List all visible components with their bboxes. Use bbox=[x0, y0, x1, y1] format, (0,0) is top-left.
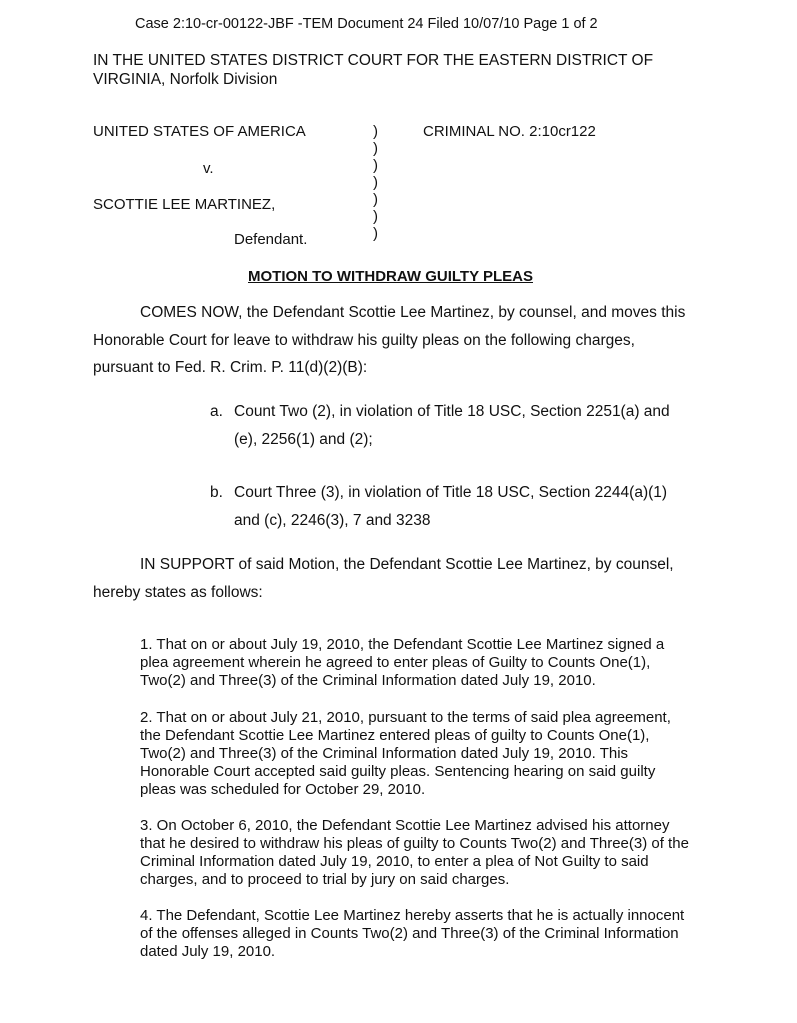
caption-paren: ) bbox=[373, 225, 378, 242]
charge-b-line1: Court Three (3), in violation of Title 18 USC, Section 2244(a)(1) bbox=[234, 484, 668, 501]
criminal-number: CRIMINAL NO. 2:10cr122 bbox=[423, 123, 596, 140]
motion-title: MOTION TO WITHDRAW GUILTY PLEAS bbox=[248, 268, 533, 285]
court-heading-line1: IN THE UNITED STATES DISTRICT COURT FOR THE EASTERN DISTRICT OF bbox=[93, 52, 654, 69]
support-line1: IN SUPPORT of said Motion, the Defendant Scottie Lee Martinez, by counsel, bbox=[140, 556, 674, 573]
support-line2: hereby states as follows: bbox=[93, 584, 263, 601]
caption-paren: ) bbox=[373, 191, 378, 208]
intro-line1: COMES NOW, the Defendant Scottie Lee Martinez, by counsel, and moves this bbox=[140, 304, 686, 321]
charge-a-line1: Count Two (2), in violation of Title 18 USC, Section 2251(a) and bbox=[234, 403, 670, 420]
charge-b-marker: b. bbox=[210, 484, 223, 501]
caption-paren: ) bbox=[373, 208, 378, 225]
caption-defendant-name: SCOTTIE LEE MARTINEZ, bbox=[93, 196, 276, 213]
numbered-paragraph: 4. The Defendant, Scottie Lee Martinez hereby asserts that he is actually innocent of the offenses alleged in Counts Two(2) and Three(3) of the Criminal Information dated July 19, 2010. bbox=[140, 907, 685, 960]
caption-plaintiff: UNITED STATES OF AMERICA bbox=[93, 123, 306, 140]
case-header: Case 2:10-cr-00122-JBF -TEM Document 24 Filed 10/07/10 Page 1 of 2 bbox=[135, 16, 598, 32]
charge-a-marker: a. bbox=[210, 403, 223, 420]
intro-line3: pursuant to Fed. R. Crim. P. 11(d)(2)(B): bbox=[93, 359, 368, 376]
caption-parentheses bbox=[373, 123, 378, 242]
numbered-paragraph: 3. On October 6, 2010, the Defendant Scottie Lee Martinez advised his attorney that he desired to withdraw his pleas of guilty to Counts Two(2) and Three(3) of the Criminal Information dated July 19, 2010, to enter a plea of Not Guilty to said charges, and to proceed to trial by jury on said charges. bbox=[140, 817, 689, 888]
numbered-paragraph: 1. That on or about July 19, 2010, the Defendant Scottie Lee Martinez signed a plea agreement wherein he agreed to enter pleas of Guilty to Counts One(1), Two(2) and Three(3) of the Criminal Information dated July 19, 2010. bbox=[140, 636, 665, 689]
charge-b-line2: and (c), 2246(3), 7 and 3238 bbox=[234, 512, 431, 529]
court-heading-line2: VIRGINIA, Norfolk Division bbox=[93, 71, 278, 88]
caption-paren: ) bbox=[373, 123, 378, 140]
caption-paren: ) bbox=[373, 174, 378, 191]
caption-paren: ) bbox=[373, 140, 378, 157]
caption-defendant-label: Defendant. bbox=[234, 231, 308, 248]
caption-versus: v. bbox=[203, 160, 214, 177]
caption-paren: ) bbox=[373, 157, 378, 174]
numbered-paragraph: 2. That on or about July 21, 2010, pursuant to the terms of said plea agreement, the Defendant Scottie Lee Martinez entered pleas of guilty to Counts One(1), Two(2) and Three(3) of the Criminal Information dated July 19, 2010. This Honorable Court accepted said guilty pleas. Sentencing hearing on said guilty pleas was scheduled for October 29, 2010. bbox=[140, 709, 671, 798]
intro-line2: Honorable Court for leave to withdraw his guilty pleas on the following charges, bbox=[93, 332, 635, 349]
charge-a-line2: (e), 2256(1) and (2); bbox=[234, 431, 373, 448]
